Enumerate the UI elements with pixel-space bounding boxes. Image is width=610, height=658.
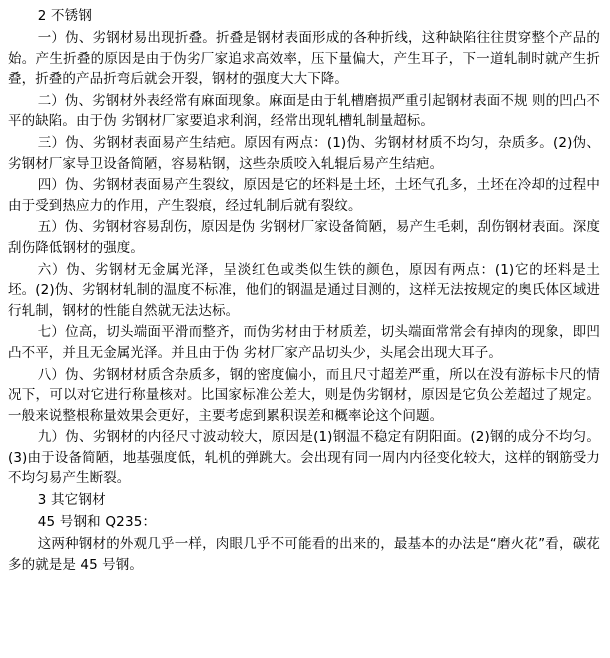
document-body <box>8 6 600 575</box>
body-paragraph: 六）伪、劣钢材无金属光泽，呈淡红色或类似生铁的颜色，原因有两点：(1)它的坯料是土坯。(2)伪、劣钢材轧制的温度不标准，他们的钢温是通过目测的，这样无法按规定的奥氏体区域进行轧制，钢材的性能自然就无法达标。 <box>8 261 600 319</box>
body-paragraph: 五）伪、劣钢材容易刮伤，原因是伪 劣钢材厂家设备简陋，易产生毛刺，刮伤钢材表面。深度刮伤降低钢材的强度。 <box>8 219 600 256</box>
body-paragraph: 一）伪、劣钢材易出现折叠。折叠是钢材表面形成的各种折线，这种缺陷往往贯穿整个产品的始。产生折叠的原因是由于伪劣厂家追求高效率，压下量偏大，产生耳子，下一道轧制时就产生折叠，折叠的产品折弯后就会开裂，钢材的强度大大下降。 <box>8 30 600 88</box>
body-paragraph: 八）伪、劣钢材材质含杂质多，钢的密度偏小，而且尺寸超差严重，所以在没有游标卡尺的情况下，可以对它进行称量核对。比国家标准公差大，则是伪劣钢材，原因是它负公差超过了规定。一般来说整根称量效果会更好，主要考虑到累积误差和概率论这个问题。 <box>8 366 600 424</box>
body-paragraph: 四）伪、劣钢材表面易产生裂纹，原因是它的坯料是土坯，土坯气孔多，土坯在冷却的过程中由于受到热应力的作用，产生裂痕，经过轧制后就有裂纹。 <box>8 177 600 214</box>
body-paragraph: 三）伪、劣钢材表面易产生结疤。原因有两点：(1)伪、劣钢材材质不均匀，杂质多。(2)伪、劣钢材厂家导卫设备简陋，容易粘钢，这些杂质咬入轧辊后易产生结疤。 <box>8 134 600 172</box>
body-paragraph: 这两种钢材的外观几乎一样，肉眼几乎不可能看的出来的，最基本的办法是“磨火花”看，碳花多的就是是 45 号钢。 <box>8 536 600 573</box>
section-heading: 3 其它钢材 <box>37 492 106 509</box>
section-heading: 45 号钢和 Q235： <box>37 514 157 531</box>
body-paragraph: 九）伪、劣钢材的内径尺寸波动较大，原因是(1)钢温不稳定有阴阳面。(2)钢的成分不均匀。(3)由于设备简陋，地基强度低，轧机的弹跳大。会出现有同一周内内径变化较大，这样的钢筋受力不均匀易产生断裂。 <box>8 429 600 487</box>
body-paragraph: 七）位高，切头端面平滑而整齐，而伪劣材由于材质差，切头端面常常会有掉肉的现象，即凹凸不平，并且无金属光泽。并且由于伪 劣材厂家产品切头少，头尾会出现大耳子。 <box>8 324 600 361</box>
section-heading: 2 不锈钢 <box>37 8 93 24</box>
body-paragraph: 二）伪、劣钢材外表经常有麻面现象。麻面是由于轧槽磨损严重引起钢材表面不规 则的凹凸不平的缺陷。由于伪 劣钢材厂家要追求利润，经常出现轧槽轧制量超标。 <box>8 92 600 130</box>
